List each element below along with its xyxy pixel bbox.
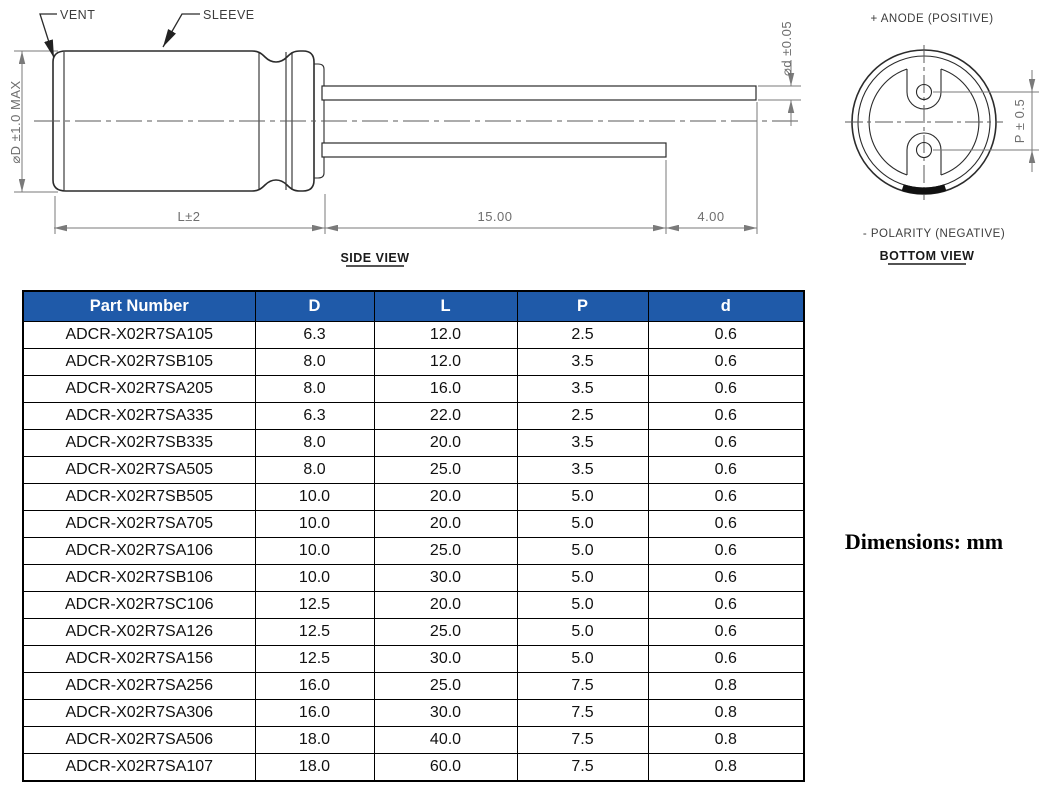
column-header-D: D	[255, 291, 374, 322]
bottom-view	[845, 13, 1039, 264]
value-cell: 0.6	[648, 646, 804, 673]
lead-length-label: 15.00	[477, 209, 513, 224]
sleeve-label: SLEEVE	[203, 8, 255, 22]
value-cell: 0.6	[648, 619, 804, 646]
table-row	[23, 727, 804, 754]
value-cell: 10.0	[255, 538, 374, 565]
value-cell: 2.5	[517, 403, 648, 430]
part-number-cell: ADCR-X02R7SA506	[23, 727, 255, 754]
value-cell: 5.0	[517, 484, 648, 511]
dim-lead-diameter	[758, 21, 801, 126]
dimensions-note: Dimensions: mm	[844, 529, 1004, 554]
value-cell: 0.6	[648, 592, 804, 619]
cathode-lead	[322, 143, 666, 157]
value-cell: 12.0	[374, 349, 517, 376]
lead-diameter-label: ⌀d ±0.05	[779, 20, 794, 76]
value-cell: 10.0	[255, 511, 374, 538]
part-number-cell: ADCR-X02R7SB335	[23, 430, 255, 457]
column-header-d: d	[648, 291, 804, 322]
table-row	[23, 700, 804, 727]
value-cell: 3.5	[517, 430, 648, 457]
value-cell: 6.3	[255, 322, 374, 349]
value-cell: 3.5	[517, 349, 648, 376]
sleeve-callout	[163, 8, 255, 47]
value-cell: 40.0	[374, 727, 517, 754]
value-cell: 12.5	[255, 592, 374, 619]
side-view	[8, 8, 803, 266]
value-cell: 20.0	[374, 430, 517, 457]
table-row	[23, 403, 804, 430]
table-row	[23, 376, 804, 403]
value-cell: 30.0	[374, 646, 517, 673]
part-number-cell: ADCR-X02R7SB105	[23, 349, 255, 376]
value-cell: 60.0	[374, 754, 517, 782]
value-cell: 7.5	[517, 754, 648, 782]
column-header-P: P	[517, 291, 648, 322]
value-cell: 0.6	[648, 538, 804, 565]
value-cell: 18.0	[255, 727, 374, 754]
table-row	[23, 457, 804, 484]
table-row	[23, 322, 804, 349]
part-number-cell: ADCR-X02R7SA105	[23, 322, 255, 349]
value-cell: 0.8	[648, 727, 804, 754]
value-cell: 3.5	[517, 376, 648, 403]
value-cell: 0.6	[648, 565, 804, 592]
dim-lead-offset	[666, 102, 757, 234]
case-length-label: L±2	[177, 209, 201, 224]
dim-case-length	[54, 194, 325, 234]
part-number-cell: ADCR-X02R7SA156	[23, 646, 255, 673]
value-cell: 10.0	[255, 565, 374, 592]
vent-label: VENT	[60, 8, 96, 22]
table-row	[23, 349, 804, 376]
value-cell: 8.0	[255, 430, 374, 457]
value-cell: 8.0	[255, 349, 374, 376]
value-cell: 25.0	[374, 673, 517, 700]
value-cell: 20.0	[374, 511, 517, 538]
value-cell: 5.0	[517, 619, 648, 646]
value-cell: 0.8	[648, 754, 804, 782]
value-cell: 5.0	[517, 646, 648, 673]
value-cell: 3.5	[517, 457, 648, 484]
value-cell: 5.0	[517, 565, 648, 592]
table-header-row	[23, 291, 804, 322]
table-row	[23, 484, 804, 511]
table-row	[23, 646, 804, 673]
column-header-part-number: Part Number	[23, 291, 255, 322]
part-number-cell: ADCR-X02R7SA106	[23, 538, 255, 565]
polarity-mark	[903, 188, 946, 191]
part-number-cell: ADCR-X02R7SA705	[23, 511, 255, 538]
value-cell: 8.0	[255, 457, 374, 484]
value-cell: 10.0	[255, 484, 374, 511]
value-cell: 25.0	[374, 619, 517, 646]
dim-lead-length	[325, 160, 666, 234]
capacitor-drawing	[0, 0, 1040, 285]
value-cell: 7.5	[517, 700, 648, 727]
value-cell: 30.0	[374, 700, 517, 727]
side-view-caption: SIDE VIEW	[340, 251, 410, 265]
bottom-view-caption: BOTTOM VIEW	[879, 249, 975, 263]
value-cell: 0.6	[648, 403, 804, 430]
value-cell: 5.0	[517, 511, 648, 538]
part-number-cell: ADCR-X02R7SC106	[23, 592, 255, 619]
table-row	[23, 511, 804, 538]
part-number-cell: ADCR-X02R7SA306	[23, 700, 255, 727]
value-cell: 16.0	[255, 673, 374, 700]
part-number-cell: ADCR-X02R7SA505	[23, 457, 255, 484]
value-cell: 7.5	[517, 727, 648, 754]
value-cell: 25.0	[374, 457, 517, 484]
value-cell: 0.6	[648, 457, 804, 484]
value-cell: 12.5	[255, 619, 374, 646]
value-cell: 0.6	[648, 349, 804, 376]
value-cell: 7.5	[517, 673, 648, 700]
lead-pitch-label: P ± 0.5	[1012, 98, 1027, 144]
dimension-table	[22, 290, 805, 782]
part-number-cell: ADCR-X02R7SA126	[23, 619, 255, 646]
part-number-cell: ADCR-X02R7SB106	[23, 565, 255, 592]
value-cell: 0.6	[648, 484, 804, 511]
anode-label: + ANODE (POSITIVE)	[870, 13, 994, 25]
diameter-label: ⌀D ±1.0 MAX	[8, 80, 23, 164]
part-number-cell: ADCR-X02R7SA107	[23, 754, 255, 782]
value-cell: 0.6	[648, 430, 804, 457]
value-cell: 22.0	[374, 403, 517, 430]
part-number-cell: ADCR-X02R7SA335	[23, 403, 255, 430]
table-row	[23, 565, 804, 592]
value-cell: 0.8	[648, 673, 804, 700]
lead-offset-label: 4.00	[697, 209, 725, 224]
value-cell: 5.0	[517, 538, 648, 565]
part-number-cell: ADCR-X02R7SA205	[23, 376, 255, 403]
value-cell: 16.0	[374, 376, 517, 403]
value-cell: 6.3	[255, 403, 374, 430]
table-body	[23, 322, 804, 782]
part-number-cell: ADCR-X02R7SB505	[23, 484, 255, 511]
anode-lead	[322, 86, 756, 100]
value-cell: 30.0	[374, 565, 517, 592]
value-cell: 16.0	[255, 700, 374, 727]
table-row	[23, 430, 804, 457]
value-cell: 20.0	[374, 592, 517, 619]
table-row	[23, 754, 804, 782]
value-cell: 8.0	[255, 376, 374, 403]
value-cell: 0.6	[648, 322, 804, 349]
table-row	[23, 538, 804, 565]
table-row	[23, 673, 804, 700]
value-cell: 0.6	[648, 376, 804, 403]
value-cell: 18.0	[255, 754, 374, 782]
value-cell: 20.0	[374, 484, 517, 511]
table-row	[23, 619, 804, 646]
polarity-label: - POLARITY (NEGATIVE)	[862, 228, 1006, 240]
table-row	[23, 592, 804, 619]
value-cell: 12.0	[374, 322, 517, 349]
part-number-cell: ADCR-X02R7SA256	[23, 673, 255, 700]
value-cell: 5.0	[517, 592, 648, 619]
value-cell: 12.5	[255, 646, 374, 673]
value-cell: 25.0	[374, 538, 517, 565]
value-cell: 2.5	[517, 322, 648, 349]
column-header-L: L	[374, 291, 517, 322]
value-cell: 0.6	[648, 511, 804, 538]
value-cell: 0.8	[648, 700, 804, 727]
